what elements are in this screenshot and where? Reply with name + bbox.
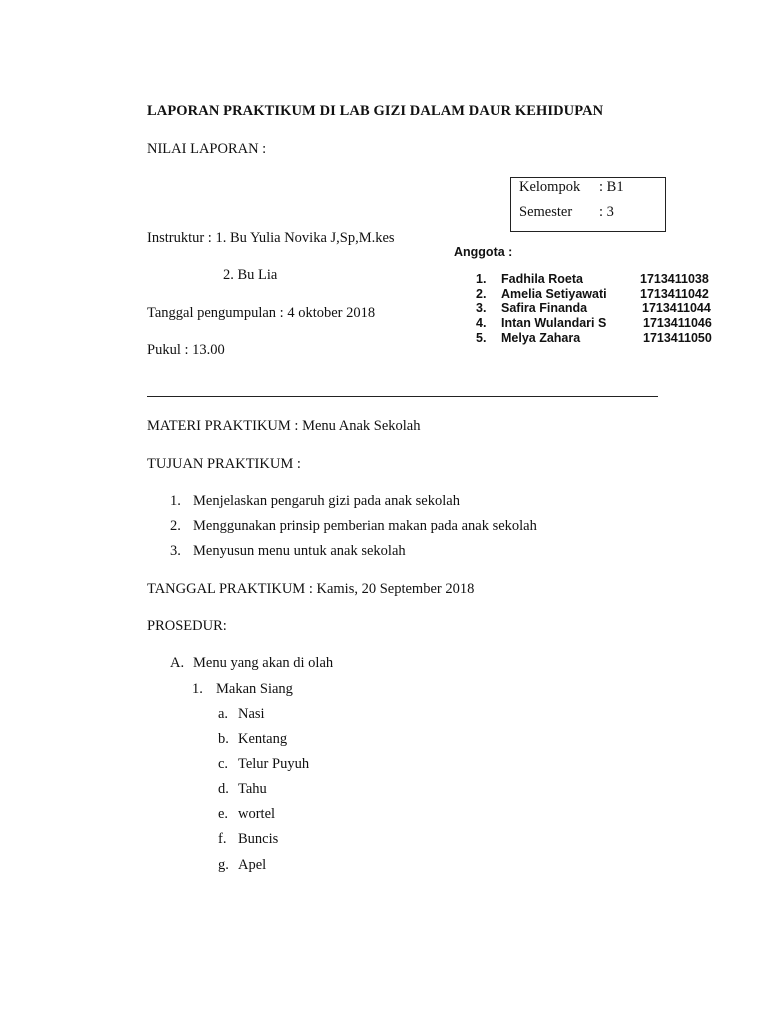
- anggota-number: 1.: [476, 272, 487, 286]
- tujuan-number: 2.: [170, 518, 181, 534]
- prosedur-label: PROSEDUR:: [147, 618, 227, 634]
- menu-letter: e.: [218, 806, 229, 822]
- anggota-name: Amelia Setiyawati: [501, 287, 607, 301]
- menu-letter: f.: [218, 831, 227, 847]
- menu-letter: c.: [218, 756, 229, 772]
- tujuan-number: 1.: [170, 493, 181, 509]
- pukul: Pukul : 13.00: [147, 342, 225, 358]
- anggota-number: 4.: [476, 316, 487, 330]
- tujuan-text: Menjelaskan pengaruh gizi pada anak sekolah: [193, 493, 460, 509]
- prosedur-a-letter: A.: [170, 655, 185, 671]
- kelompok-value: : B1: [599, 179, 624, 195]
- document-title: LAPORAN PRAKTIKUM DI LAB GIZI DALAM DAUR KEHIDUPAN: [147, 103, 604, 119]
- menu-item: Buncis: [238, 831, 279, 847]
- instruktur-line-1: Instruktur : 1. Bu Yulia Novika J,Sp,M.kes: [147, 230, 395, 246]
- anggota-id: 1713411046: [643, 316, 712, 330]
- anggota-name: Intan Wulandari S: [501, 316, 607, 330]
- horizontal-divider: [147, 396, 658, 397]
- tujuan-text: Menyusun menu untuk anak sekolah: [193, 543, 406, 559]
- menu-item: Apel: [238, 857, 267, 873]
- anggota-name: Fadhila Roeta: [501, 272, 583, 286]
- menu-item: Nasi: [238, 706, 265, 722]
- kelompok-label: Kelompok: [519, 179, 581, 195]
- semester-label: Semester: [519, 204, 573, 220]
- menu-letter: b.: [218, 731, 229, 747]
- materi-praktikum: MATERI PRAKTIKUM : Menu Anak Sekolah: [147, 418, 421, 434]
- anggota-name: Melya Zahara: [501, 331, 581, 345]
- tujuan-praktikum-label: TUJUAN PRAKTIKUM :: [147, 456, 301, 472]
- makan-siang-number: 1.: [192, 681, 203, 697]
- menu-letter: a.: [218, 706, 229, 722]
- tanggal-pengumpulan: Tanggal pengumpulan : 4 oktober 2018: [147, 305, 376, 321]
- tujuan-text: Menggunakan prinsip pemberian makan pada anak sekolah: [193, 518, 537, 534]
- anggota-id: 1713411042: [640, 287, 709, 301]
- menu-letter: g.: [218, 857, 229, 873]
- menu-item: Kentang: [238, 731, 288, 747]
- menu-item: wortel: [238, 806, 276, 822]
- anggota-label: Anggota :: [454, 245, 513, 259]
- anggota-id: 1713411044: [642, 301, 711, 315]
- makan-siang-text: Makan Siang: [216, 681, 293, 697]
- prosedur-a-text: Menu yang akan di olah: [193, 655, 334, 671]
- anggota-number: 2.: [476, 287, 487, 301]
- anggota-number: 5.: [476, 331, 487, 345]
- anggota-name: Safira Finanda: [501, 301, 588, 315]
- anggota-number: 3.: [476, 301, 487, 315]
- anggota-id: 1713411050: [643, 331, 712, 345]
- menu-item: Tahu: [238, 781, 267, 797]
- tujuan-number: 3.: [170, 543, 181, 559]
- group-info-box: [510, 177, 666, 232]
- semester-value: : 3: [599, 204, 614, 220]
- anggota-id: 1713411038: [640, 272, 709, 286]
- instruktur-line-2: 2. Bu Lia: [223, 267, 278, 283]
- menu-letter: d.: [218, 781, 229, 797]
- nilai-laporan-label: NILAI LAPORAN :: [147, 141, 267, 157]
- menu-item: Telur Puyuh: [238, 756, 310, 772]
- tanggal-praktikum: TANGGAL PRAKTIKUM : Kamis, 20 September 2018: [147, 581, 475, 597]
